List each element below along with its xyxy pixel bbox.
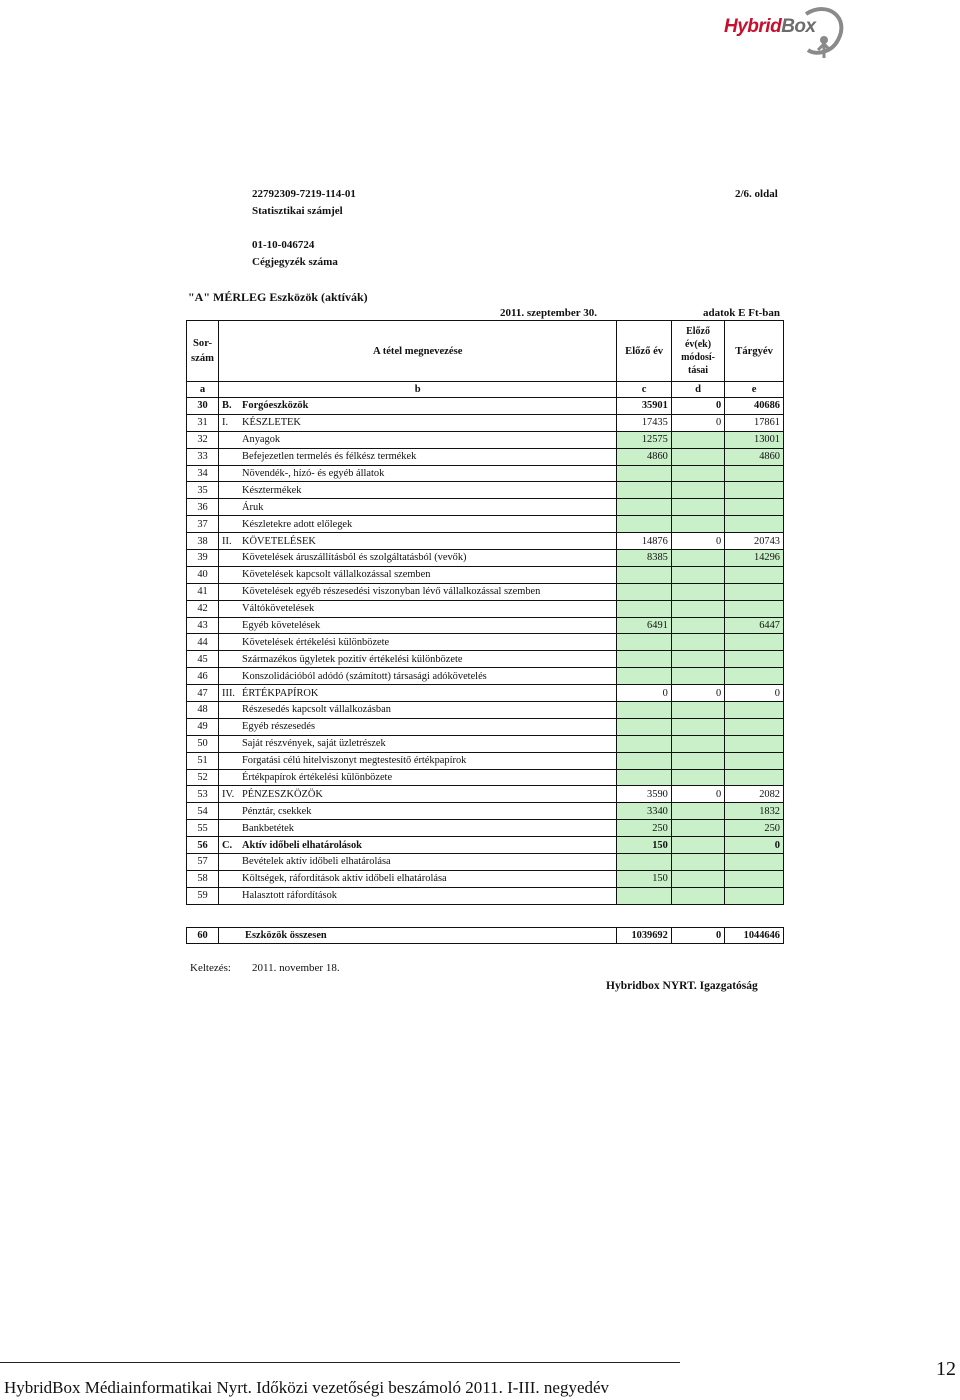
row-prev-year bbox=[617, 718, 671, 735]
row-label-text: Egyéb részesedés bbox=[242, 721, 316, 733]
total-no: 60 bbox=[187, 928, 219, 944]
table-row bbox=[187, 550, 784, 567]
row-label-text: Egyéb követelések bbox=[242, 620, 321, 632]
table-row bbox=[187, 583, 784, 600]
row-modification bbox=[671, 465, 724, 482]
row-prev-year: 35901 bbox=[617, 398, 671, 415]
table-letter-row bbox=[187, 382, 784, 398]
registration-label: Cégjegyzék száma bbox=[252, 256, 338, 268]
row-number: 35 bbox=[187, 482, 219, 499]
row-modification bbox=[671, 431, 724, 448]
row-section-marker: C. bbox=[222, 839, 233, 851]
row-label-text: Anyagok bbox=[242, 434, 281, 446]
row-modification bbox=[671, 887, 724, 904]
row-current-year: 20743 bbox=[725, 533, 784, 550]
row-label bbox=[219, 769, 617, 786]
row-prev-year bbox=[617, 634, 671, 651]
row-number: 50 bbox=[187, 735, 219, 752]
row-modification bbox=[671, 702, 724, 719]
row-section-marker: IV. bbox=[222, 788, 235, 800]
row-current-year bbox=[725, 651, 784, 668]
row-modification: 0 bbox=[671, 398, 724, 415]
row-current-year bbox=[725, 634, 784, 651]
row-label-text: Bankbetétek bbox=[242, 822, 294, 834]
row-modification bbox=[671, 803, 724, 820]
row-prev-year bbox=[617, 583, 671, 600]
row-current-year: 40686 bbox=[725, 398, 784, 415]
row-label-text: Befejezetlen termelés és félkész termékek bbox=[242, 451, 417, 463]
row-number: 39 bbox=[187, 550, 219, 567]
row-label bbox=[219, 448, 617, 465]
date-of-issue bbox=[190, 962, 340, 974]
row-current-year bbox=[725, 752, 784, 769]
table-row bbox=[187, 482, 784, 499]
row-current-year bbox=[725, 583, 784, 600]
table-row bbox=[187, 803, 784, 820]
row-label bbox=[219, 651, 617, 668]
row-number: 54 bbox=[187, 803, 219, 820]
row-current-year bbox=[725, 718, 784, 735]
row-number: 59 bbox=[187, 887, 219, 904]
row-number: 31 bbox=[187, 414, 219, 431]
row-number: 30 bbox=[187, 398, 219, 415]
row-current-year bbox=[725, 769, 784, 786]
table-row bbox=[187, 702, 784, 719]
row-label-text: Készletekre adott előlegek bbox=[242, 518, 353, 530]
row-label bbox=[219, 685, 617, 702]
row-prev-year: 8385 bbox=[617, 550, 671, 567]
row-current-year bbox=[725, 870, 784, 887]
row-label bbox=[219, 854, 617, 871]
table-row bbox=[187, 398, 784, 415]
row-number: 48 bbox=[187, 702, 219, 719]
logo-text-hybrid: Hybrid bbox=[724, 16, 782, 37]
row-prev-year: 12575 bbox=[617, 431, 671, 448]
table-row bbox=[187, 465, 784, 482]
row-prev-year bbox=[617, 887, 671, 904]
row-label bbox=[219, 752, 617, 769]
row-prev-year: 17435 bbox=[617, 414, 671, 431]
row-number: 49 bbox=[187, 718, 219, 735]
row-label bbox=[219, 870, 617, 887]
table-row bbox=[187, 718, 784, 735]
row-current-year: 0 bbox=[725, 685, 784, 702]
table-row bbox=[187, 837, 784, 854]
row-number: 38 bbox=[187, 533, 219, 550]
row-current-year: 6447 bbox=[725, 617, 784, 634]
col-letter-c: c bbox=[617, 382, 671, 398]
row-modification bbox=[671, 499, 724, 516]
board-signature: Hybridbox NYRT. Igazgatóság bbox=[606, 980, 758, 992]
row-number: 58 bbox=[187, 870, 219, 887]
row-section-marker: II. bbox=[222, 535, 232, 547]
row-label bbox=[219, 803, 617, 820]
row-label-text: Késztermékek bbox=[242, 484, 302, 496]
row-current-year: 13001 bbox=[725, 431, 784, 448]
col-letter-d: d bbox=[671, 382, 724, 398]
table-row bbox=[187, 634, 784, 651]
row-number: 32 bbox=[187, 431, 219, 448]
date-of-issue-value: 2011. november 18. bbox=[252, 962, 340, 974]
row-label bbox=[219, 482, 617, 499]
logo-text-box: Box bbox=[781, 16, 816, 37]
row-current-year: 4860 bbox=[725, 448, 784, 465]
total-row bbox=[187, 928, 784, 944]
row-modification: 0 bbox=[671, 414, 724, 431]
table-row bbox=[187, 533, 784, 550]
table-row bbox=[187, 448, 784, 465]
row-label-text: Áruk bbox=[242, 501, 264, 513]
row-label-text: Értékpapírok értékelési különbözete bbox=[242, 772, 393, 784]
logo-swoosh-icon bbox=[798, 4, 848, 62]
row-prev-year: 4860 bbox=[617, 448, 671, 465]
table-row bbox=[187, 668, 784, 685]
row-prev-year: 150 bbox=[617, 837, 671, 854]
table-row bbox=[187, 499, 784, 516]
row-prev-year: 150 bbox=[617, 870, 671, 887]
row-current-year bbox=[725, 465, 784, 482]
row-modification bbox=[671, 583, 724, 600]
table-row bbox=[187, 516, 784, 533]
row-label-text: Bevételek aktív időbeli elhatárolása bbox=[242, 856, 391, 868]
row-section-marker: B. bbox=[222, 400, 232, 412]
row-current-year bbox=[725, 668, 784, 685]
row-section-marker: I. bbox=[222, 417, 229, 429]
row-prev-year bbox=[617, 482, 671, 499]
row-prev-year bbox=[617, 499, 671, 516]
row-prev-year bbox=[617, 465, 671, 482]
table-row bbox=[187, 414, 784, 431]
row-label-text: Aktív időbeli elhatárolások bbox=[242, 839, 362, 851]
row-label-text: Költségek, ráfordítások aktív időbeli elhatárolása bbox=[242, 873, 447, 885]
row-label-text: Követelések kapcsolt vállalkozással szemben bbox=[242, 569, 431, 581]
total-mod: 0 bbox=[671, 928, 724, 944]
row-modification bbox=[671, 516, 724, 533]
table-row bbox=[187, 566, 784, 583]
row-modification: 0 bbox=[671, 533, 724, 550]
row-prev-year bbox=[617, 854, 671, 871]
row-number: 52 bbox=[187, 769, 219, 786]
row-current-year: 17861 bbox=[725, 414, 784, 431]
row-number: 46 bbox=[187, 668, 219, 685]
row-number: 40 bbox=[187, 566, 219, 583]
row-label bbox=[219, 566, 617, 583]
row-label bbox=[219, 718, 617, 735]
row-label bbox=[219, 583, 617, 600]
row-number: 37 bbox=[187, 516, 219, 533]
row-number: 53 bbox=[187, 786, 219, 803]
row-prev-year: 6491 bbox=[617, 617, 671, 634]
table-row bbox=[187, 685, 784, 702]
row-label-text: Származékos ügyletek pozitív értékelési különbözete bbox=[242, 653, 463, 665]
table-row bbox=[187, 887, 784, 904]
row-current-year bbox=[725, 499, 784, 516]
row-modification bbox=[671, 566, 724, 583]
row-prev-year bbox=[617, 566, 671, 583]
row-label bbox=[219, 600, 617, 617]
row-label bbox=[219, 465, 617, 482]
col-header-mod: Előző év(ek) módosí-tásai bbox=[671, 321, 724, 382]
registration-number: 01-10-046724 bbox=[252, 239, 315, 251]
row-current-year: 2082 bbox=[725, 786, 784, 803]
row-label-text: Konszolidációból adódó (számított) társasági adókövetelés bbox=[242, 670, 487, 682]
row-modification: 0 bbox=[671, 685, 724, 702]
col-letter-b: b bbox=[219, 382, 617, 398]
row-current-year: 1832 bbox=[725, 803, 784, 820]
row-label bbox=[219, 887, 617, 904]
table-header-row bbox=[187, 321, 784, 382]
row-number: 36 bbox=[187, 499, 219, 516]
row-number: 55 bbox=[187, 820, 219, 837]
row-modification bbox=[671, 482, 724, 499]
col-letter-e: e bbox=[725, 382, 784, 398]
row-current-year: 250 bbox=[725, 820, 784, 837]
row-label bbox=[219, 431, 617, 448]
total-table bbox=[186, 927, 784, 944]
row-label-text: ÉRTÉKPAPÍROK bbox=[242, 687, 319, 699]
row-number: 56 bbox=[187, 837, 219, 854]
row-number: 44 bbox=[187, 634, 219, 651]
row-number: 41 bbox=[187, 583, 219, 600]
row-prev-year bbox=[617, 752, 671, 769]
row-modification bbox=[671, 718, 724, 735]
row-prev-year bbox=[617, 735, 671, 752]
row-modification bbox=[671, 837, 724, 854]
row-number: 57 bbox=[187, 854, 219, 871]
row-label-text: KÖVETELÉSEK bbox=[242, 535, 316, 547]
balance-sheet-title: "A" MÉRLEG Eszközök (aktívák) bbox=[188, 290, 368, 304]
row-number: 47 bbox=[187, 685, 219, 702]
row-current-year bbox=[725, 735, 784, 752]
unit-note: adatok E Ft-ban bbox=[703, 307, 781, 319]
row-label bbox=[219, 820, 617, 837]
row-label-text: Pénztár, csekkek bbox=[242, 805, 312, 817]
row-current-year bbox=[725, 516, 784, 533]
row-label-text: Halasztott ráfordítások bbox=[242, 890, 337, 902]
table-row bbox=[187, 600, 784, 617]
row-label bbox=[219, 414, 617, 431]
row-number: 51 bbox=[187, 752, 219, 769]
footer-text: HybridBox Médiainformatikai Nyrt. Időközi vezetőségi beszámoló 2011. I-III. negyedév bbox=[4, 1378, 610, 1397]
row-current-year bbox=[725, 600, 784, 617]
row-label-text: Forgóeszközök bbox=[242, 400, 309, 412]
row-label-text: Részesedés kapcsolt vállalkozásban bbox=[242, 704, 391, 716]
row-modification bbox=[671, 735, 724, 752]
row-prev-year: 3340 bbox=[617, 803, 671, 820]
row-number: 43 bbox=[187, 617, 219, 634]
hybridbox-logo bbox=[724, 4, 848, 60]
row-section-marker: III. bbox=[222, 687, 236, 699]
row-current-year bbox=[725, 702, 784, 719]
table-row bbox=[187, 651, 784, 668]
row-prev-year bbox=[617, 702, 671, 719]
row-modification bbox=[671, 600, 724, 617]
row-modification bbox=[671, 854, 724, 871]
row-label bbox=[219, 668, 617, 685]
stat-label: Statisztikai számjel bbox=[252, 205, 343, 217]
row-label bbox=[219, 617, 617, 634]
row-label bbox=[219, 786, 617, 803]
col-header-no: Sor-szám bbox=[187, 321, 219, 382]
row-prev-year bbox=[617, 769, 671, 786]
table-row bbox=[187, 752, 784, 769]
row-label-text: Saját részvények, saját üzletrészek bbox=[242, 738, 386, 750]
total-cur: 1044646 bbox=[725, 928, 784, 944]
row-prev-year: 250 bbox=[617, 820, 671, 837]
row-prev-year: 3590 bbox=[617, 786, 671, 803]
row-modification bbox=[671, 617, 724, 634]
row-modification bbox=[671, 752, 724, 769]
footer-divider bbox=[0, 1362, 680, 1363]
row-label bbox=[219, 398, 617, 415]
row-label-text: Követelések egyéb részesedési viszonyban lévő vállalkozással szemben bbox=[242, 586, 541, 598]
row-prev-year bbox=[617, 668, 671, 685]
report-date: 2011. szeptember 30. bbox=[500, 307, 597, 319]
total-name: Eszközök összesen bbox=[219, 928, 617, 944]
col-header-prev: Előző év bbox=[617, 321, 671, 382]
table-row bbox=[187, 854, 784, 871]
col-letter-a: a bbox=[187, 382, 219, 398]
row-modification bbox=[671, 651, 724, 668]
row-modification bbox=[671, 769, 724, 786]
row-current-year bbox=[725, 887, 784, 904]
table-row bbox=[187, 735, 784, 752]
row-number: 45 bbox=[187, 651, 219, 668]
col-header-cur: Tárgyév bbox=[725, 321, 784, 382]
row-label bbox=[219, 634, 617, 651]
row-number: 33 bbox=[187, 448, 219, 465]
date-of-issue-label: Keltezés: bbox=[190, 962, 231, 974]
table-row bbox=[187, 769, 784, 786]
row-label bbox=[219, 702, 617, 719]
row-prev-year: 14876 bbox=[617, 533, 671, 550]
row-current-year bbox=[725, 854, 784, 871]
row-current-year bbox=[725, 482, 784, 499]
balance-sheet-table bbox=[186, 320, 784, 905]
row-label-text: Növendék-, hízó- és egyéb állatok bbox=[242, 468, 385, 479]
row-number: 42 bbox=[187, 600, 219, 617]
row-modification bbox=[671, 820, 724, 837]
row-modification bbox=[671, 870, 724, 887]
row-number: 34 bbox=[187, 465, 219, 482]
page-reference: 2/6. oldal bbox=[735, 188, 778, 200]
row-label-text: Forgatási célú hitelviszonyt megtestesítő értékpapírok bbox=[242, 755, 467, 767]
table-row bbox=[187, 617, 784, 634]
col-header-name: A tétel megnevezése bbox=[219, 321, 617, 382]
row-modification bbox=[671, 448, 724, 465]
row-label bbox=[219, 499, 617, 516]
row-modification bbox=[671, 634, 724, 651]
table-row bbox=[187, 870, 784, 887]
row-modification: 0 bbox=[671, 786, 724, 803]
row-prev-year bbox=[617, 516, 671, 533]
row-current-year: 0 bbox=[725, 837, 784, 854]
row-label-text: KÉSZLETEK bbox=[242, 417, 301, 429]
row-prev-year: 0 bbox=[617, 685, 671, 702]
row-current-year bbox=[725, 566, 784, 583]
row-label bbox=[219, 837, 617, 854]
row-label bbox=[219, 533, 617, 550]
table-body bbox=[187, 398, 784, 905]
stat-number: 22792309-7219-114-01 bbox=[252, 188, 356, 200]
row-label bbox=[219, 735, 617, 752]
row-modification bbox=[671, 668, 724, 685]
row-current-year: 14296 bbox=[725, 550, 784, 567]
row-label-text: Váltókövetelések bbox=[242, 603, 315, 615]
row-label bbox=[219, 550, 617, 567]
row-prev-year bbox=[617, 651, 671, 668]
row-label-text: Követelések értékelési különbözete bbox=[242, 636, 390, 648]
row-label-text: Követelések áruszállításból és szolgáltatásból (vevők) bbox=[242, 552, 467, 564]
row-label-text: PÉNZESZKÖZÖK bbox=[242, 788, 323, 800]
table-row bbox=[187, 786, 784, 803]
page-number: 12 bbox=[936, 1358, 956, 1380]
row-prev-year bbox=[617, 600, 671, 617]
table-row bbox=[187, 431, 784, 448]
row-modification bbox=[671, 550, 724, 567]
total-prev: 1039692 bbox=[617, 928, 671, 944]
row-label bbox=[219, 516, 617, 533]
table-row bbox=[187, 820, 784, 837]
